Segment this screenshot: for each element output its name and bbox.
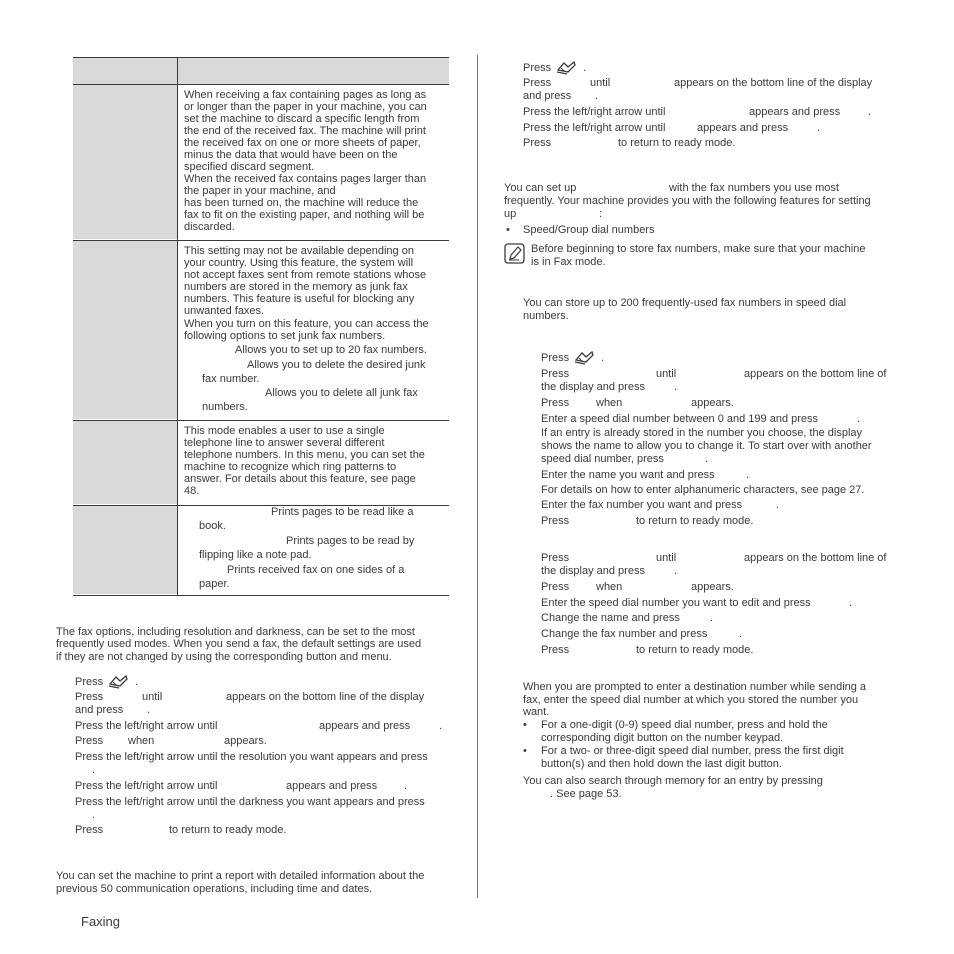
step-text: appears and press xyxy=(749,106,841,118)
step-text: Press xyxy=(541,552,570,564)
table-option-text: numbers. xyxy=(202,401,248,413)
step-text: when xyxy=(128,735,155,747)
table-row-label-cell xyxy=(73,506,177,594)
table-option-text: Prints received fax on one sides of a xyxy=(227,564,405,576)
bullet-text: Speed/Group dial numbers xyxy=(523,224,655,236)
step-text: For details on how to enter alphanumeric characters, see page 27. xyxy=(541,484,865,496)
step-text: to return to ready mode. xyxy=(618,137,736,149)
note-line: is in Fax mode. xyxy=(531,256,606,268)
step-text: . xyxy=(147,704,151,716)
step-text: Enter the fax number you want and press xyxy=(541,499,743,511)
table-row-label-cell xyxy=(73,241,177,419)
bullet-text: button(s) and then hold down the last digit button. xyxy=(541,758,782,770)
table-text: machine to recognize which ring patterns to xyxy=(184,461,397,473)
step-text: appears and press xyxy=(286,780,378,792)
table-text: numbers. This feature is useful for blocking any xyxy=(184,293,415,305)
step-text: Press xyxy=(75,735,104,747)
table-text: the paper in your machine, and xyxy=(184,185,336,197)
step-text: Enter the name you want and press xyxy=(541,469,715,481)
step-text: when xyxy=(596,581,623,593)
table-column-divider xyxy=(177,58,178,595)
table-row-divider xyxy=(73,240,449,241)
step-text: appears and press xyxy=(319,720,411,732)
step-text: until xyxy=(142,691,163,703)
body-text: with the fax numbers you use most xyxy=(669,182,839,194)
page-footer: Faxing xyxy=(81,914,121,929)
step-text: shows the name to allow you to change it. To start over with another xyxy=(541,440,872,452)
body-text: When you are prompted to enter a destination number while sending a xyxy=(523,681,867,693)
body-text: if they are not changed by using the corresponding button and menu. xyxy=(56,651,392,663)
table-text: has been turned on, the machine will reduce the xyxy=(184,197,419,209)
table-text: answer. For details about this feature, see page xyxy=(184,473,416,485)
step-text: speed dial number, press xyxy=(541,453,664,465)
step-text: and press xyxy=(75,704,124,716)
step-text: . xyxy=(601,352,605,364)
body-text: You can also search through memory for an entry by pressing xyxy=(523,775,823,787)
step-text: to return to ready mode. xyxy=(636,644,754,656)
step-1 xyxy=(523,59,586,75)
step-text: Press xyxy=(523,77,552,89)
body-text: previous 50 communication operations, including time and dates. xyxy=(56,883,373,895)
column-divider xyxy=(477,55,478,898)
body-text: You can set up xyxy=(504,182,577,194)
table-option-text: Allows you to delete all junk fax xyxy=(265,387,418,399)
step-text: Press the left/right arrow until xyxy=(523,122,666,134)
step-text: appears on the bottom line of xyxy=(744,368,887,380)
bullet-text: For a one-digit (0-9) speed dial number, press and hold the xyxy=(541,719,828,731)
table-text: set the machine to discard a specific length from xyxy=(184,113,420,125)
body-text: frequently. Your machine provides you with the following features for setting xyxy=(504,195,871,207)
fax-button-icon xyxy=(573,349,595,365)
table-text: unwanted faxes. xyxy=(184,305,265,317)
step-text: Enter the speed dial number you want to edit and press xyxy=(541,597,811,609)
step-text: Press the left/right arrow until the resolution you want appears and press xyxy=(75,751,428,763)
table-text: the received fax on one or more sheets of paper, xyxy=(184,137,421,149)
table-text: or longer than the paper in your machine, you can xyxy=(184,101,427,113)
table-option-text: fax number. xyxy=(202,373,260,385)
step-text: until xyxy=(656,368,677,380)
step-text: . xyxy=(595,90,599,102)
bullet-text: corresponding digit button on the number keypad. xyxy=(541,732,784,744)
table-option-text: Prints pages to be read by xyxy=(286,535,415,547)
step-text: Press xyxy=(541,368,570,380)
bullet-icon: • xyxy=(523,719,527,731)
body-text: You can set the machine to print a report with detailed information about the xyxy=(56,870,425,882)
step-text: . xyxy=(849,597,853,609)
step-text: . xyxy=(746,469,750,481)
table-option-text: Allows you to set up to 20 fax numbers. xyxy=(235,344,427,356)
table-text: the end of the received fax. The machine will print xyxy=(184,125,426,137)
step-text: . xyxy=(868,106,872,118)
table-row-divider xyxy=(73,420,449,421)
note-line: Before beginning to store fax numbers, make sure that your machine xyxy=(531,243,866,255)
step-text: Press the left/right arrow until xyxy=(523,106,666,118)
step-text: Press xyxy=(541,397,570,409)
step-text: appears. xyxy=(691,581,734,593)
step-text: Change the fax number and press xyxy=(541,628,708,640)
step-text: appears. xyxy=(224,735,267,747)
step-text: . xyxy=(857,413,861,425)
table-text: specified discard segment. xyxy=(184,161,315,173)
step-text: . xyxy=(135,676,139,688)
step-1 xyxy=(75,673,138,689)
table-option-text: paper. xyxy=(199,578,230,590)
bullet-text: For a two- or three-digit speed dial number, press the first digit xyxy=(541,745,844,757)
body-text: The fax options, including resolution and darkness, can be set to the most xyxy=(56,626,415,638)
step-text: Press xyxy=(541,515,570,527)
step-text: Change the name and press xyxy=(541,612,680,624)
step-text: Enter a speed dial number between 0 and 199 and press xyxy=(541,413,819,425)
table-text: 48. xyxy=(184,485,200,497)
note-icon xyxy=(504,243,525,264)
step-text: . xyxy=(92,764,96,776)
table-option-text: Allows you to delete the desired junk xyxy=(247,359,426,371)
step-text: . xyxy=(583,62,587,74)
body-text: fax, enter the speed dial number at which you stored the number you xyxy=(523,694,859,706)
table-text: numbers are stored in the memory as junk fax xyxy=(184,281,408,293)
step-text: appears on the bottom line of the display xyxy=(226,691,425,703)
table-row-label-cell xyxy=(73,85,177,239)
step-text: . xyxy=(674,381,678,393)
bullet-icon: • xyxy=(523,745,527,757)
step-text: to return to ready mode. xyxy=(169,824,287,836)
step-text: Press xyxy=(75,676,104,688)
table-text: telephone line to answer several different xyxy=(184,437,385,449)
body-text: up xyxy=(504,208,517,220)
step-text: appears on the bottom line of xyxy=(744,552,887,564)
body-text: You can store up to 200 frequently-used fax numbers in speed dial xyxy=(523,297,847,309)
step-text: . xyxy=(439,720,443,732)
table-text: This setting may not be available depending on xyxy=(184,245,414,257)
step-text: . xyxy=(404,780,408,792)
table-text: minus the data that would have been on the xyxy=(184,149,398,161)
step-text: until xyxy=(656,552,677,564)
table-text: fax to fit on the existing paper, and nothing will be xyxy=(184,209,425,221)
table-text: When receiving a fax containing pages as long as xyxy=(184,89,427,101)
step-text: Press xyxy=(541,644,570,656)
body-text: : xyxy=(599,208,603,220)
step-text: Press xyxy=(523,137,552,149)
table-text: When the received fax contains pages larger than xyxy=(184,173,427,185)
step-text: Press xyxy=(523,62,552,74)
table-header xyxy=(73,58,449,85)
table-text: discarded. xyxy=(184,221,235,233)
table-text: your country. Using this feature, the system will xyxy=(184,257,414,269)
step-text: Press xyxy=(541,581,570,593)
step-text: . xyxy=(739,628,743,640)
step-text: . xyxy=(776,499,780,511)
step-text: appears and press xyxy=(697,122,789,134)
table-option-text: flipping like a note pad. xyxy=(199,549,312,561)
table-text: This mode enables a user to use a single xyxy=(184,425,385,437)
step-text: . xyxy=(92,809,96,821)
step-1 xyxy=(541,349,604,365)
step-text: when xyxy=(596,397,623,409)
table-text: not accept faxes sent from remote stations whose xyxy=(184,269,427,281)
step-text: . xyxy=(817,122,821,134)
step-text: the display and press xyxy=(541,565,645,577)
step-text: . xyxy=(705,453,709,465)
table-text: When you turn on this feature, you can access the xyxy=(184,318,429,330)
table-option-text: book. xyxy=(199,520,226,532)
step-text: appears on the bottom line of the display xyxy=(674,77,873,89)
step-text: and press xyxy=(523,90,572,102)
step-text: appears. xyxy=(691,397,734,409)
bullet-icon: • xyxy=(506,224,510,236)
step-text: . xyxy=(674,565,678,577)
fax-button-icon xyxy=(555,59,577,75)
body-text: frequently used modes. When you send a fax, the default settings are used xyxy=(56,638,422,650)
step-text: Press xyxy=(75,691,104,703)
step-text: Press xyxy=(541,352,570,364)
step-text: . xyxy=(710,612,714,624)
step-text: Press the left/right arrow until the darkness you want appears and press xyxy=(75,796,425,808)
table-option-text: Prints pages to be read like a xyxy=(271,506,414,518)
step-text: Press xyxy=(75,824,104,836)
step-text: If an entry is already stored in the number you choose, the display xyxy=(541,427,863,439)
step-text: to return to ready mode. xyxy=(636,515,754,527)
step-text: Press the left/right arrow until xyxy=(75,720,218,732)
table-row-label-cell xyxy=(73,421,177,504)
body-text: numbers. xyxy=(523,310,569,322)
body-text: want. xyxy=(523,706,550,718)
step-text: until xyxy=(590,77,611,89)
body-text: . See page 53. xyxy=(550,788,622,800)
table-text: following options to set junk fax numbers. xyxy=(184,330,386,342)
step-text: the display and press xyxy=(541,381,645,393)
fax-button-icon xyxy=(107,673,129,689)
step-text: Press the left/right arrow until xyxy=(75,780,218,792)
table-text: telephone numbers. In this menu, you can set the xyxy=(184,449,425,461)
